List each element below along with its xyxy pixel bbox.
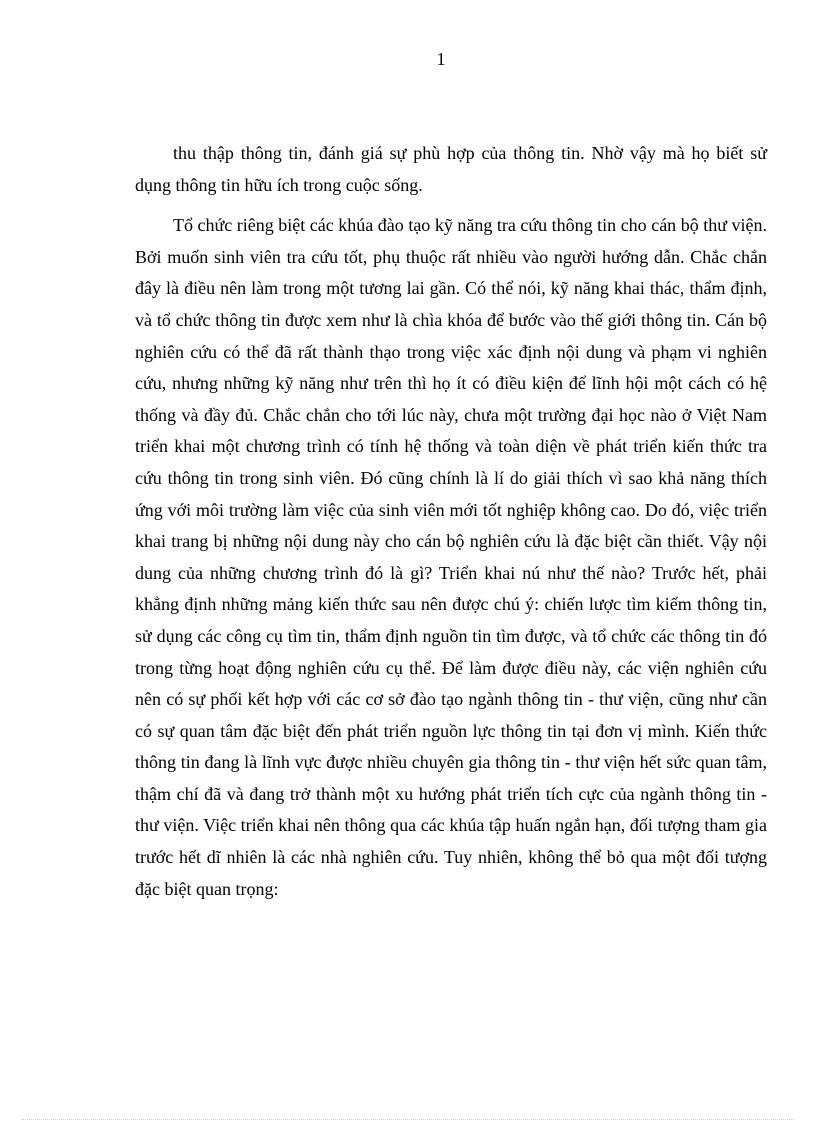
page-number: 1: [436, 49, 446, 69]
paragraph-2: Tổ chức riêng biệt các khúa đào tạo kỹ năng tra cứu thông tin cho cán bộ thư viện. Bởi muốn sinh viên tra cứu tốt, phụ thuộc rất nhiều vào người hướng dẫn. Chắc chắn đây là điều nên làm trong một tương lai gần. Có thể nói, kỹ năng khai thác, thẩm định, và tổ chức thông tin được xem như là chìa khóa để bước vào thế giới thông tin. Cán bộ nghiên cứu có thể đã rất thành thạo trong việc xác định nội dung và phạm vi nghiên cứu, nhưng những kỹ năng như trên thì họ ít có điều kiện để lĩnh hội một cách có hệ thống và đầy đủ. Chắc chắn cho tới lúc này, chưa một trường đại học nào ở Việt Nam triển khai một chương trình có tính hệ thống và toàn diện về phát triển kiến thức tra cứu thông tin trong sinh viên. Đó cũng chính là lí do giải thích vì sao khả năng thích ứng với môi trường làm việc của sinh viên mới tốt nghiệp không cao. Do đó, việc triển khai trang bị những nội dung này cho cán bộ nghiên cứu là đặc biệt cần thiết. Vậy nội dung của những chương trình đó là gì? Triển khai nú như thế nào? Trước hết, phải khẳng định những mảng kiến thức sau nên được chú ý: chiến lược tìm kiếm thông tin, sử dụng các công cụ tìm tin, thẩm định nguồn tin tìm được, và tổ chức các thông tin đó trong từng hoạt động nghiên cứu cụ thể. Để làm được điều này, các viện nghiên cứu nên có sự phối kết hợp với các cơ sở đào tạo ngành thông tin - thư viện, cũng như cần có sự quan tâm đặc biệt đến phát triển nguồn lực thông tin tại đơn vị mình. Kiến thức thông tin đang là lĩnh vực được nhiều chuyên gia thông tin - thư viện hết sức quan tâm, thậm chí đã và đang trở thành một xu hướng phát triển tích cực của ngành thông tin - thư viện. Việc triển khai nên thông qua các khúa tập huấn ngắn hạn, đối tượng tham gia trước hết dĩ nhiên là các nhà nghiên cứu. Tuy nhiên, không thể bỏ qua một đối tượng đặc biệt quan trọng:: [135, 215, 767, 899]
page-bottom-divider: [22, 1119, 794, 1120]
paragraph-1: thu thập thông tin, đánh giá sự phù hợp của thông tin. Nhờ vậy mà họ biết sử dụng thông tin hữu ích trong cuộc sống.: [135, 143, 767, 195]
document-body: [135, 138, 767, 905]
